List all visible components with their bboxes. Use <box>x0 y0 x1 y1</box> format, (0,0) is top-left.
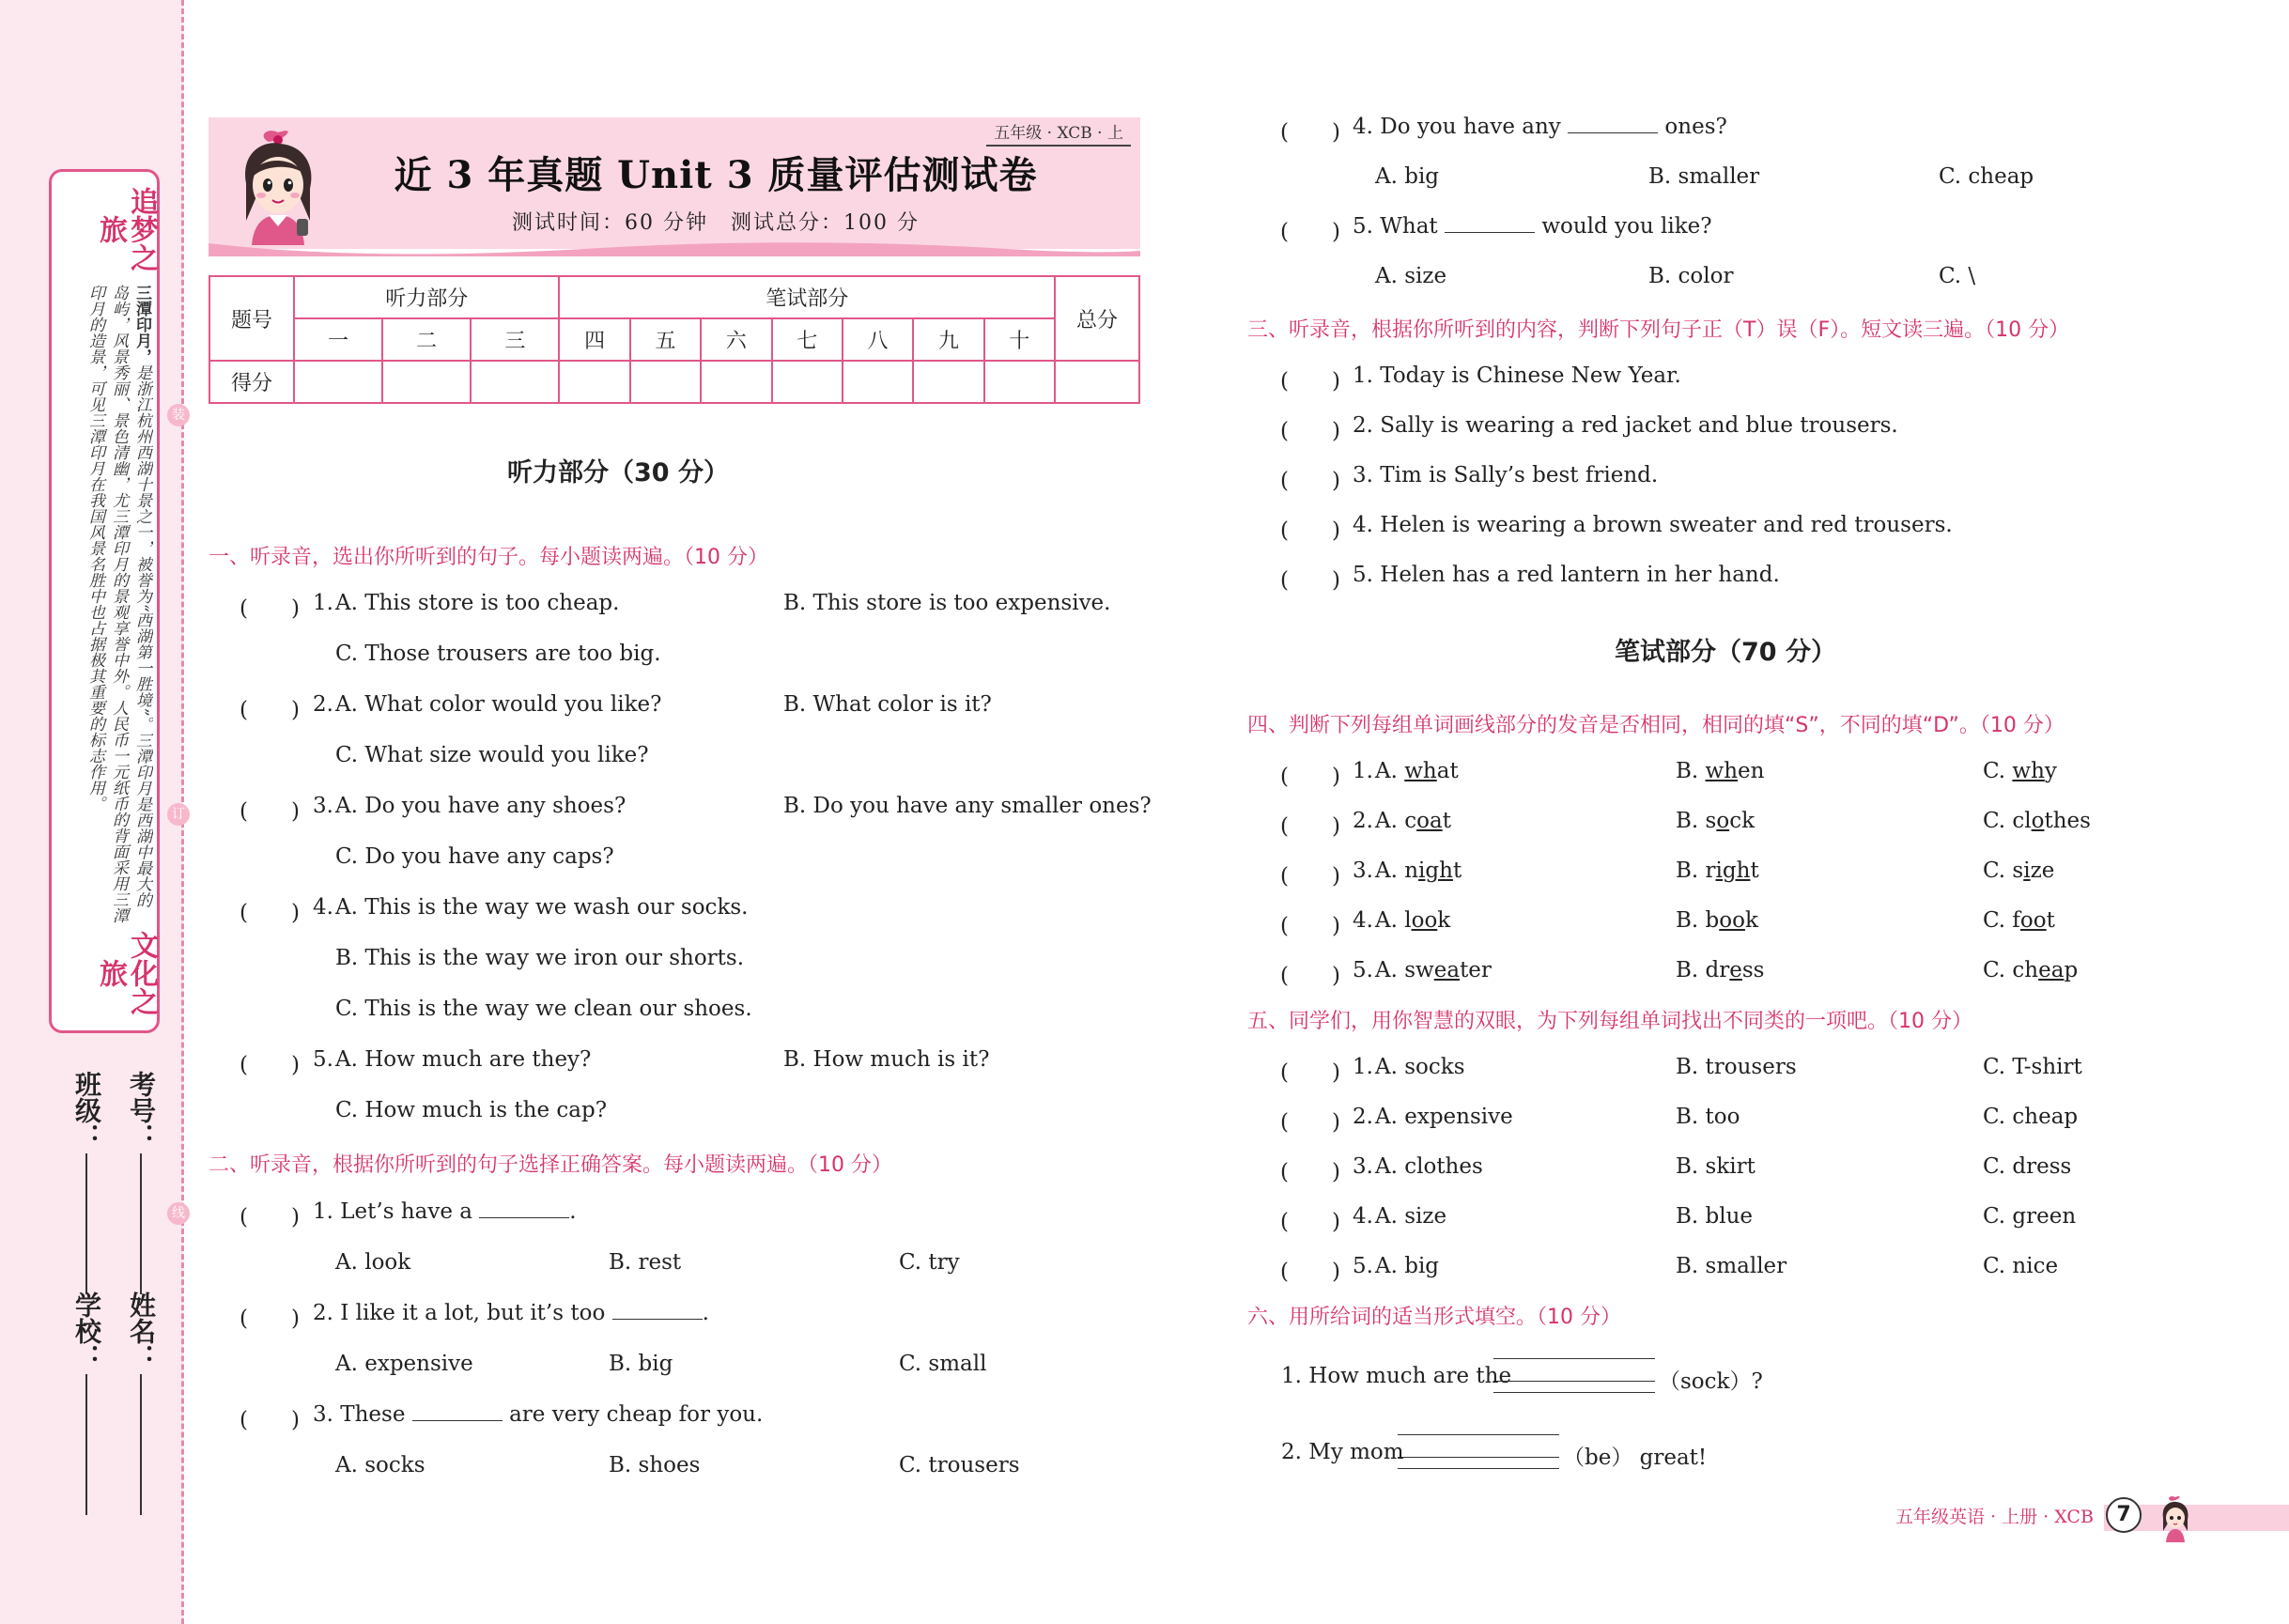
total-header: 总分 <box>1055 276 1139 361</box>
question-number: 九 <box>913 318 983 361</box>
option-b: B. rest <box>609 1250 682 1275</box>
answer-bracket[interactable]: ( ) <box>1280 120 1340 145</box>
question-number: 1. <box>313 591 333 615</box>
option-c: C. cheap <box>1939 164 2034 189</box>
option-b: B. What color is it? <box>783 692 992 717</box>
option-b: B. Do you have any smaller ones? <box>783 794 1152 818</box>
statement: 4. Helen is wearing a brown sweater and red trousers. <box>1353 513 1953 537</box>
part3-instruction: 三、听录音，根据你所听到的内容，判断下列句子正（T）误（F）。短文读三遍。（10 分） <box>1247 318 2070 342</box>
option-c: C. How much is the cap? <box>335 1098 608 1122</box>
option-c: C. This is the way we clean our shoes. <box>335 997 752 1021</box>
question-number: 十 <box>984 318 1055 361</box>
listening-section-title: 听力部分（30 分） <box>507 458 729 487</box>
option-c: C. try <box>899 1250 960 1275</box>
binding-mark: 装 <box>167 404 190 426</box>
statement: 3. Tim is Sally’s best friend. <box>1353 463 1659 487</box>
option-c: C. cheap <box>1983 1105 2079 1129</box>
option-c: C. dress <box>1983 1154 2072 1179</box>
option-c: C. foot <box>1983 908 2055 933</box>
answer-bracket[interactable]: ( ) <box>240 1408 300 1432</box>
option-b: B. blue <box>1676 1204 1754 1229</box>
fill-question-1: 1. How much are the <box>1281 1364 1512 1388</box>
question-number: 一 <box>294 318 382 361</box>
option-a: A. size <box>1375 1204 1447 1229</box>
option-a: A. Do you have any shoes? <box>335 794 626 818</box>
score-cell[interactable] <box>559 361 629 403</box>
option-b: B. sock <box>1676 809 1755 833</box>
option-a: A. sweater <box>1375 958 1492 982</box>
question-number: 3. <box>313 794 333 818</box>
statement: 2. Sally is wearing a red jacket and blue trousers. <box>1353 413 1898 438</box>
culture-text <box>59 285 153 923</box>
question-stem: 3. These are very cheap for you. <box>313 1402 764 1427</box>
row-label-score: 得分 <box>209 361 294 403</box>
write-lines[interactable] <box>1493 1348 1655 1393</box>
part4-instruction: 四、判断下列每组单词画线部分的发音是否相同，相同的填“S”，不同的填“D”。（10 分） <box>1247 714 2065 737</box>
question-number: 二 <box>382 318 471 361</box>
answer-bracket[interactable]: ( ) <box>1280 369 1340 394</box>
option-a: A. size <box>1375 264 1447 288</box>
score-cell[interactable] <box>701 361 771 403</box>
option-a: A. What color would you like? <box>335 692 662 717</box>
option-b: B. too <box>1676 1105 1740 1129</box>
score-cell-total[interactable] <box>1055 361 1139 403</box>
option-b: B. right <box>1676 858 1759 883</box>
option-c: C. \ <box>1939 264 1976 288</box>
answer-blank[interactable] <box>412 1420 503 1421</box>
name-field[interactable]: 姓名： <box>122 1291 160 1515</box>
score-table <box>209 275 1140 404</box>
writing-section-title: 笔试部分（70 分） <box>1615 638 1836 667</box>
option-b: B. color <box>1648 264 1734 288</box>
page-footer <box>1888 1495 2289 1542</box>
answer-blank[interactable] <box>612 1319 703 1320</box>
option-c: C. What size would you like? <box>335 743 649 767</box>
option-c: C. small <box>899 1352 987 1376</box>
option-c: C. T-shirt <box>1983 1055 2082 1079</box>
answer-bracket[interactable]: ( ) <box>240 1205 300 1230</box>
option-b: B. shoes <box>609 1453 701 1477</box>
culture-body: 是浙江杭州西湖十景之一，被誉为“西湖第一胜境”。三潭印月是西湖中最大的岛屿，风景秀丽、景色清幽，尤三潭印月的景观享誉中外。人民币一元纸币的背面采用三潭印月的造景，可见三潭印月在我国风景名胜中也占据极其重要的标志作用。 <box>85 285 151 923</box>
answer-bracket[interactable]: ( ) <box>1280 220 1340 244</box>
culture-box <box>49 169 160 1033</box>
binding-mark: 线 <box>167 1202 190 1225</box>
culture-top-title: 追梦之旅 <box>94 187 158 271</box>
option-a: A. socks <box>335 1453 425 1477</box>
answer-bracket[interactable]: ( ) <box>240 596 300 621</box>
option-a: A. night <box>1375 858 1462 883</box>
option-a: A. How much are they? <box>335 1047 592 1072</box>
class-field[interactable]: 班级： <box>68 1071 105 1294</box>
question-number: 五 <box>630 318 701 361</box>
option-a: A. what <box>1375 759 1459 783</box>
culture-bottom-title: 文化之旅 <box>94 931 158 1015</box>
option-b: B. How much is it? <box>783 1047 990 1072</box>
score-cell[interactable] <box>772 361 843 403</box>
option-b: B. book <box>1676 908 1758 933</box>
question-number: 1. <box>1353 1055 1373 1079</box>
question-number: 4. <box>1353 908 1373 933</box>
question-number: 三 <box>471 318 559 361</box>
answer-bracket[interactable]: ( ) <box>1280 1210 1340 1234</box>
score-cell[interactable] <box>984 361 1055 403</box>
option-c: C. why <box>1983 759 2057 783</box>
answer-bracket[interactable]: ( ) <box>240 698 300 722</box>
exam-number-field[interactable]: 考号： <box>122 1071 160 1294</box>
writing-header: 笔试部分 <box>559 276 1055 318</box>
option-a: A. look <box>1375 908 1451 933</box>
answer-bracket[interactable]: ( ) <box>1280 1110 1340 1135</box>
answer-bracket[interactable]: ( ) <box>1280 469 1340 493</box>
score-cell[interactable] <box>913 361 983 403</box>
option-c: C. nice <box>1983 1254 2059 1278</box>
question-stem: 1. Let’s have a . <box>313 1199 577 1224</box>
page-header <box>209 117 1140 249</box>
listening-header: 听力部分 <box>294 276 559 318</box>
option-c: C. Those trousers are too big. <box>335 642 661 666</box>
option-a: A. clothes <box>1375 1154 1483 1179</box>
question-number: 1. <box>1353 759 1373 783</box>
answer-bracket[interactable]: ( ) <box>1280 568 1340 593</box>
answer-bracket[interactable]: ( ) <box>240 901 300 925</box>
question-number: 2. <box>313 692 333 717</box>
score-cell[interactable] <box>630 361 701 403</box>
answer-bracket[interactable]: ( ) <box>1280 419 1340 443</box>
option-c: C. size <box>1983 858 2055 883</box>
option-a: A. socks <box>1375 1055 1465 1079</box>
header-wave <box>209 240 1140 256</box>
fill-question-2: 2. My mom <box>1281 1440 1404 1464</box>
question-stem: 2. I like it a lot, but it’s too . <box>313 1301 709 1325</box>
option-b: B. smaller <box>1648 164 1760 189</box>
row-label-number: 题号 <box>209 276 294 361</box>
option-c: C. clothes <box>1983 809 2091 833</box>
option-b: B. This store is too expensive. <box>783 591 1111 615</box>
binding-mark: 订 <box>167 803 190 826</box>
school-field[interactable]: 学校： <box>68 1291 105 1515</box>
answer-bracket[interactable]: ( ) <box>240 1053 300 1077</box>
question-number: 4. <box>313 895 333 920</box>
option-a: A. expensive <box>335 1352 473 1376</box>
statement: 1. Today is Chinese New Year. <box>1353 363 1681 388</box>
question-stem: 5. What would you like? <box>1353 214 1712 239</box>
score-cell[interactable] <box>471 361 559 403</box>
answer-bracket[interactable]: ( ) <box>1280 964 1340 988</box>
answer-bracket[interactable]: ( ) <box>1280 1260 1340 1284</box>
option-a: A. This is the way we wash our socks. <box>335 895 749 920</box>
question-number: 3. <box>1353 858 1373 883</box>
question-number: 5. <box>1353 1254 1373 1278</box>
option-a: A. coat <box>1375 809 1451 833</box>
answer-blank[interactable] <box>1445 232 1535 233</box>
girl-mascot-icon <box>2156 1495 2195 1542</box>
answer-bracket[interactable]: ( ) <box>1280 518 1340 543</box>
option-b: B. dress <box>1676 958 1765 982</box>
score-cell[interactable] <box>382 361 471 403</box>
answer-bracket[interactable]: ( ) <box>1280 914 1340 938</box>
grade-tag: 五年级 · XCB · 上 <box>994 119 1123 143</box>
option-b: B. trousers <box>1676 1055 1797 1079</box>
part5-instruction: 五、同学们，用你智慧的双眼，为下列每组单词找出不同类的一项吧。（10 分） <box>1247 1010 1972 1033</box>
page-title: 近 3 年真题 Unit 3 质量评估测试卷 <box>394 153 1038 197</box>
fill-hint-1: （sock）? <box>1659 1369 1763 1394</box>
culture-heading: 三潭印月， <box>132 285 151 364</box>
option-c: C. trousers <box>899 1453 1020 1477</box>
question-number: 七 <box>772 318 843 361</box>
question-number: 八 <box>843 318 913 361</box>
question-stem: 4. Do you have any ones? <box>1353 115 1727 139</box>
option-a: A. This store is too cheap. <box>335 591 620 615</box>
question-number: 5. <box>313 1047 333 1072</box>
answer-bracket[interactable]: ( ) <box>1280 1160 1340 1184</box>
option-b: B. smaller <box>1676 1254 1787 1278</box>
answer-bracket[interactable]: ( ) <box>240 1307 300 1331</box>
statement: 5. Helen has a red lantern in her hand. <box>1353 563 1780 587</box>
option-a: A. big <box>1375 1254 1440 1278</box>
option-c: C. Do you have any caps? <box>335 844 614 869</box>
page-subtitle: 测试时间：60 分钟 测试总分：100 分 <box>512 211 920 235</box>
option-c: C. cheap <box>1983 958 2079 982</box>
answer-bracket[interactable]: ( ) <box>1280 864 1340 889</box>
question-number: 2. <box>1353 809 1373 833</box>
question-number: 3. <box>1353 1154 1373 1179</box>
write-lines[interactable] <box>1398 1424 1559 1469</box>
option-b: B. big <box>609 1352 673 1376</box>
question-number: 四 <box>559 318 629 361</box>
score-cell[interactable] <box>294 361 382 403</box>
answer-blank[interactable] <box>1568 132 1658 133</box>
question-number: 4. <box>1353 1204 1373 1229</box>
question-number: 5. <box>1353 958 1373 982</box>
option-b: B. when <box>1676 759 1765 783</box>
question-number: 六 <box>701 318 771 361</box>
option-a: A. big <box>1375 164 1440 189</box>
fill-hint-2: （be） great! <box>1563 1446 1708 1470</box>
part2-instruction: 二、听录音，根据你所听到的句子选择正确答案。每小题读两遍。（10 分） <box>209 1153 892 1177</box>
option-b: B. skirt <box>1676 1154 1755 1179</box>
answer-bracket[interactable]: ( ) <box>1280 814 1340 839</box>
part1-instruction: 一、听录音，选出你所听到的句子。每小题读两遍。（10 分） <box>209 546 768 569</box>
option-b: B. This is the way we iron our shorts. <box>335 946 745 970</box>
binding-strip <box>0 0 183 1624</box>
answer-bracket[interactable]: ( ) <box>1280 765 1340 789</box>
page-number: 7 <box>2106 1497 2142 1533</box>
answer-bracket[interactable]: ( ) <box>1280 1060 1340 1085</box>
answer-bracket[interactable]: ( ) <box>240 799 300 824</box>
option-c: C. green <box>1983 1204 2077 1229</box>
footer-text: 五年级英语 · 上册 · XCB <box>1895 1507 2094 1527</box>
part6-instruction: 六、用所给词的适当形式填空。（10 分） <box>1247 1306 1621 1329</box>
score-cell[interactable] <box>843 361 913 403</box>
option-a: A. look <box>335 1250 411 1275</box>
option-a: A. expensive <box>1375 1105 1513 1129</box>
question-number: 2. <box>1353 1105 1373 1129</box>
girl-mascot-icon <box>220 129 333 245</box>
answer-blank[interactable] <box>479 1217 569 1218</box>
